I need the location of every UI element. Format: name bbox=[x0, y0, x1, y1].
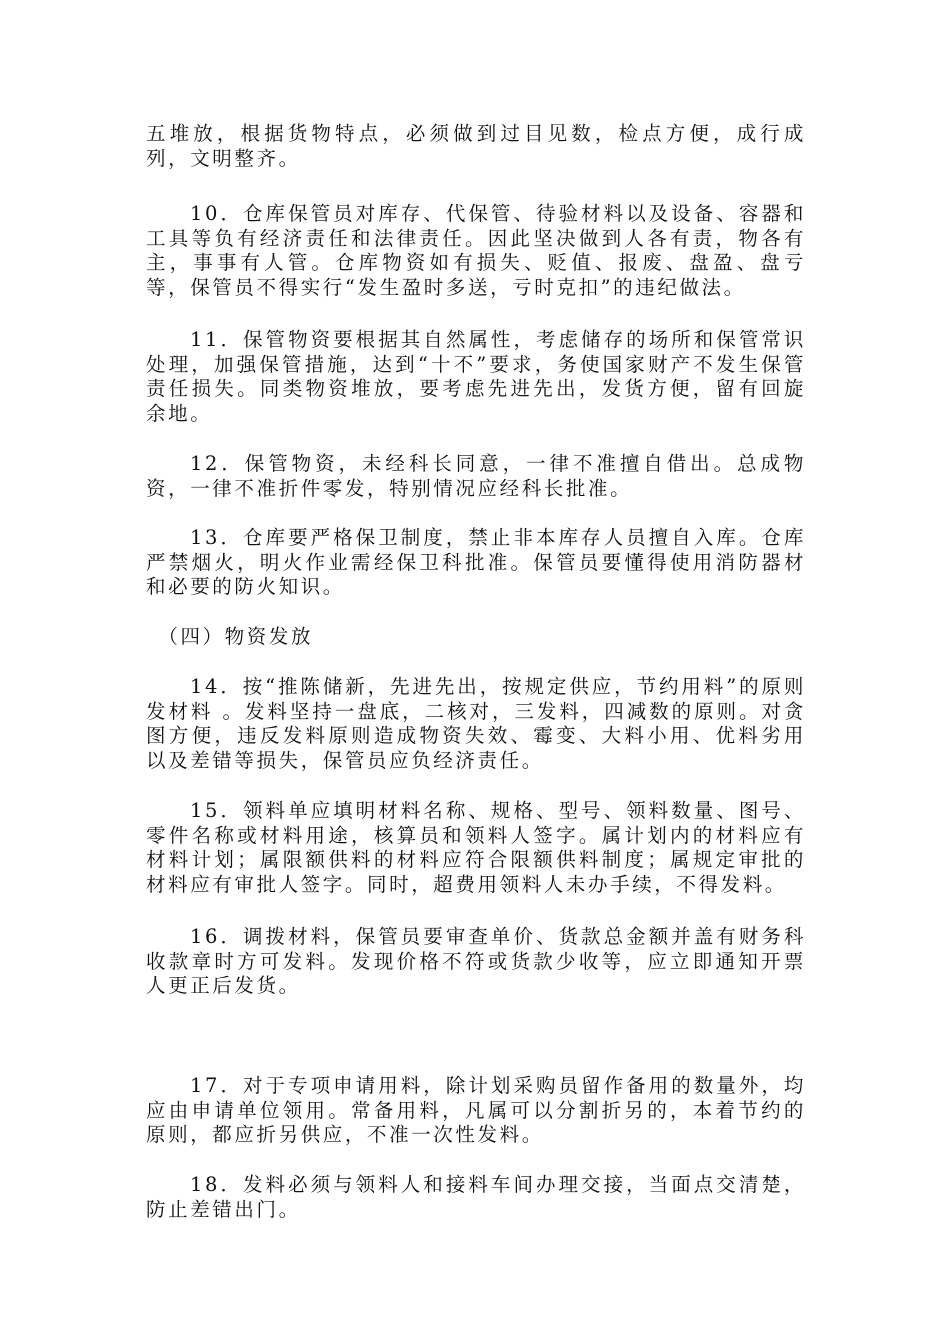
paragraph-item-13: 13．仓库要严格保卫制度，禁止非本库存人员擅自入库。仓库严禁烟火，明火作业需经保卫科批准。保管员要懂得使用消防器材和必要的防火知识。 bbox=[146, 526, 806, 598]
paragraph-continuation: 五堆放，根据货物特点，必须做到过目见数，检点方便，成行成列，文明整齐。 bbox=[146, 122, 806, 170]
paragraph-item-14: 14．按“推陈储新，先进先出，按规定供应，节约用料”的原则发材料 。发料坚持一盘底，二核对，三发料，四减数的原则。对贪图方便，违反发料原则造成物资失效、霉变、大料小用、优料劣用以及差错等损失，保管员应负经济责任。 bbox=[146, 675, 806, 772]
paragraph-item-12: 12．保管物资，未经科长同意，一律不准擅自借出。总成物资，一律不准折件零发，特别情况应经科长批准。 bbox=[146, 452, 806, 500]
paragraph-item-18: 18．发料必须与领料人和接料车间办理交接，当面点交清楚，防止差错出门。 bbox=[146, 1173, 806, 1221]
paragraph-item-15: 15．领料单应填明材料名称、规格、型号、领料数量、图号、零件名称或材料用途，核算员和领料人签字。属计划内的材料应有材料计划；属限额供料的材料应符合限额供料制度；属规定审批的材料应有审批人签字。同时，超费用领料人未办手续，不得发料。 bbox=[146, 799, 806, 896]
paragraph-item-11: 11．保管物资要根据其自然属性，考虑储存的场所和保管常识处理，加强保管措施，达到“十不”要求，务使国家财产不发生保管责任损失。同类物资堆放，要考虑先进先出，发货方便，留有回旋余地。 bbox=[146, 328, 806, 425]
section-heading-distribution: （四）物资发放 bbox=[146, 625, 314, 648]
paragraph-item-10: 10．仓库保管员对库存、代保管、待验材料以及设备、容器和工具等负有经济责任和法律责任。因此坚决做到人各有责，物各有主，事事有人管。仓库物资如有损失、贬值、报废、盘盈、盘亏等，保管员不得实行“发生盈时多送，亏时克扣”的违纪做法。 bbox=[146, 202, 806, 299]
paragraph-item-16: 16．调拨材料，保管员要审查单价、货款总金额并盖有财务科收款章时方可发料。发现价格不符或货款少收等，应立即通知开票人更正后发货。 bbox=[146, 925, 806, 997]
paragraph-item-17: 17．对于专项申请用料，除计划采购员留作备用的数量外，均应由申请单位领用。常备用料，凡属可以分割折另的，本着节约的原则，都应折另供应，不准一次性发料。 bbox=[146, 1074, 806, 1146]
